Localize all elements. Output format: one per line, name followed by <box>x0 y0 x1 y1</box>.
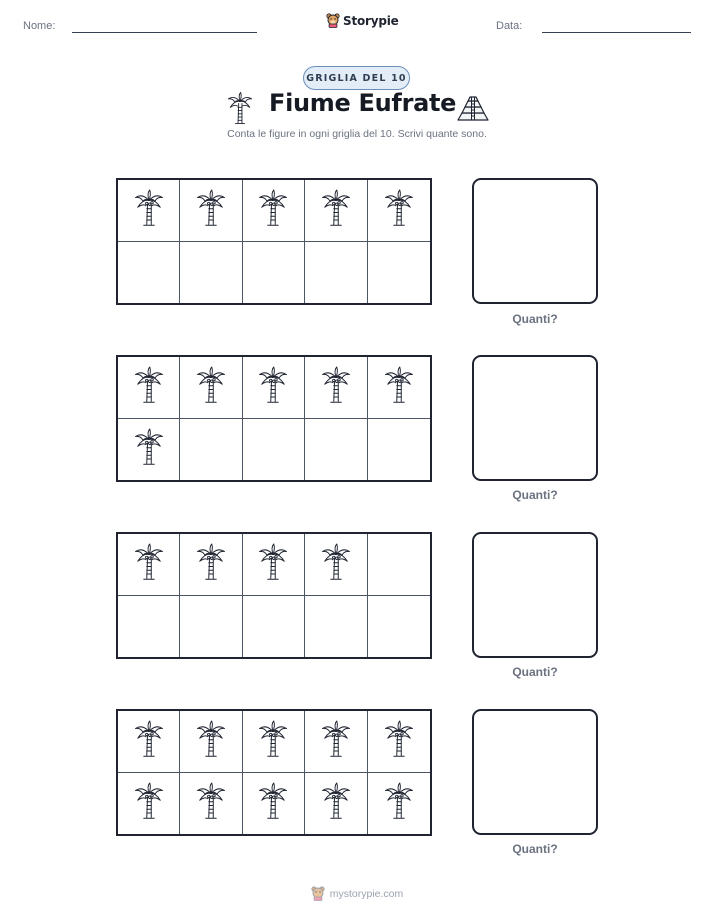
ten-frame-cell <box>305 357 367 419</box>
date-line[interactable] <box>542 32 691 33</box>
ten-frame-cell <box>368 596 430 658</box>
answer-box-1[interactable] <box>472 178 598 304</box>
answer-box-2[interactable] <box>472 355 598 481</box>
bear-icon <box>311 886 325 901</box>
palm-tree-icon <box>258 779 288 827</box>
brand-logo <box>326 13 399 28</box>
ten-frame-cell <box>118 596 180 658</box>
palm-tree-icon <box>258 717 288 765</box>
palm-tree-icon <box>196 779 226 827</box>
ten-frame-cell <box>368 242 430 304</box>
ten-frame-cell <box>243 534 305 596</box>
palm-tree-icon <box>258 540 288 588</box>
palm-tree-icon <box>384 363 414 411</box>
palm-tree-icon <box>321 717 351 765</box>
ten-frame-cell <box>305 534 367 596</box>
palm-tree-icon <box>196 540 226 588</box>
ten-frame-cell <box>305 180 367 242</box>
bear-icon <box>326 13 340 28</box>
palm-tree-icon <box>384 779 414 827</box>
ten-frame-cell <box>243 596 305 658</box>
name-line[interactable] <box>72 32 257 33</box>
ten-frame-cell <box>368 419 430 481</box>
ten-frame-cell <box>368 357 430 419</box>
ten-frame-cell <box>118 180 180 242</box>
ten-frame-cell <box>368 180 430 242</box>
ten-frame-1 <box>116 178 432 305</box>
palm-tree-icon <box>384 186 414 234</box>
ten-frame-cell <box>368 534 430 596</box>
palm-tree-icon <box>134 779 164 827</box>
ten-frame-cell <box>180 773 242 835</box>
ten-frame-cell <box>118 773 180 835</box>
ten-frame-cell <box>305 242 367 304</box>
ten-frame-cell <box>368 711 430 773</box>
ten-frame-cell <box>180 180 242 242</box>
ten-frame-cell <box>180 534 242 596</box>
ten-frame-cell <box>305 773 367 835</box>
palm-tree-icon <box>258 186 288 234</box>
palm-tree-icon <box>134 540 164 588</box>
palm-tree-icon <box>321 363 351 411</box>
answer-box-3[interactable] <box>472 532 598 658</box>
palm-tree-icon <box>134 363 164 411</box>
footer <box>0 886 714 901</box>
palm-tree-icon <box>321 540 351 588</box>
ten-frame-cell <box>243 773 305 835</box>
ten-frame-cell <box>118 711 180 773</box>
palm-tree-icon <box>196 717 226 765</box>
ten-frame-cell <box>243 357 305 419</box>
ten-frame-cell <box>243 711 305 773</box>
palm-tree-icon <box>321 186 351 234</box>
ten-frame-cell <box>243 242 305 304</box>
worksheet-type-badge: GRIGLIA DEL 10 <box>303 66 410 90</box>
palm-tree-icon <box>227 91 253 125</box>
palm-tree-icon <box>258 363 288 411</box>
ten-frame-4 <box>116 709 432 836</box>
ten-frame-cell <box>180 357 242 419</box>
answer-label-4: Quanti? <box>512 842 558 856</box>
ten-frame-cell <box>118 242 180 304</box>
ten-frame-cell <box>180 711 242 773</box>
ten-frame-cell <box>305 711 367 773</box>
ten-frame-cell <box>305 596 367 658</box>
brand-name: Storypie <box>343 13 399 28</box>
palm-tree-icon <box>196 186 226 234</box>
date-label: Data: <box>496 20 523 32</box>
ten-frame-cell <box>243 419 305 481</box>
answer-box-4[interactable] <box>472 709 598 835</box>
ten-frame-2 <box>116 355 432 482</box>
ten-frame-cell <box>180 242 242 304</box>
ten-frame-cell <box>305 419 367 481</box>
palm-tree-icon <box>134 425 164 473</box>
ten-frame-cell <box>368 773 430 835</box>
instructions: Conta le figure in ogni griglia del 10. Scrivi quante sono. <box>227 128 487 140</box>
ten-frame-3 <box>116 532 432 659</box>
palm-tree-icon <box>134 186 164 234</box>
page-title: Fiume Eufrate <box>269 89 457 117</box>
ten-frame-cell <box>180 419 242 481</box>
palm-tree-icon <box>321 779 351 827</box>
name-label: Nome: <box>23 20 56 32</box>
ten-frame-cell <box>180 596 242 658</box>
footer-site: mystorypie.com <box>329 887 404 900</box>
ten-frame-cell <box>118 534 180 596</box>
answer-label-1: Quanti? <box>512 312 558 326</box>
answer-label-3: Quanti? <box>512 665 558 679</box>
palm-tree-icon <box>384 717 414 765</box>
answer-label-2: Quanti? <box>512 488 558 502</box>
ziggurat-icon <box>456 94 490 122</box>
palm-tree-icon <box>196 363 226 411</box>
palm-tree-icon <box>134 717 164 765</box>
ten-frame-cell <box>243 180 305 242</box>
ten-frame-cell <box>118 357 180 419</box>
title-row <box>0 88 714 128</box>
ten-frame-cell <box>118 419 180 481</box>
